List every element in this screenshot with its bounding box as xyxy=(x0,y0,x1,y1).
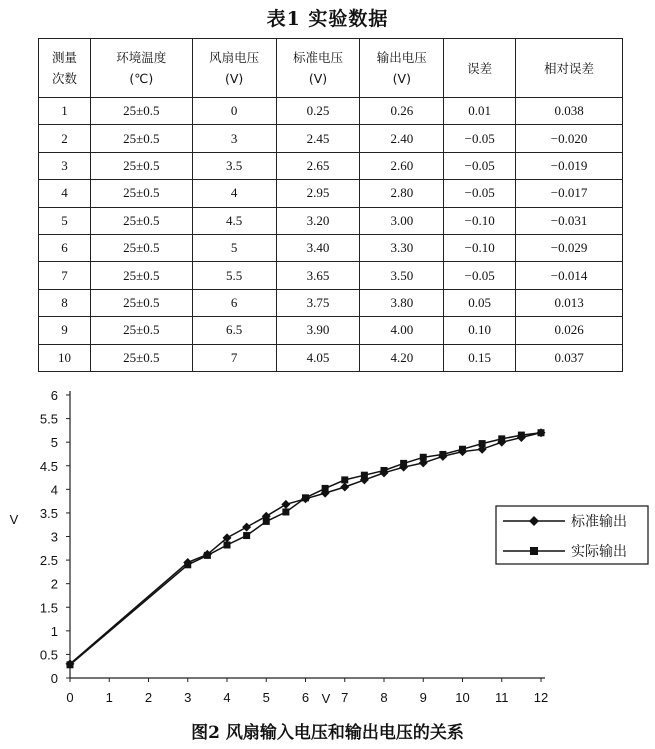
table-cell: 2 xyxy=(39,125,91,152)
x-tick-label: 10 xyxy=(455,690,470,705)
y-tick-label: 4 xyxy=(50,482,58,498)
y-tick-label: 0.5 xyxy=(39,647,58,663)
table-cell: 0.013 xyxy=(516,289,623,316)
table-cell: 0.05 xyxy=(444,289,516,316)
x-tick-label: 5 xyxy=(262,690,270,705)
x-tick-label: 9 xyxy=(419,690,427,705)
table-cell: −0.10 xyxy=(444,234,516,261)
square-point xyxy=(322,485,329,492)
header-text: 相对误差 xyxy=(544,60,595,76)
table-cell: −0.05 xyxy=(444,152,516,179)
header-cell xyxy=(444,39,516,98)
table-cell: 2.80 xyxy=(360,180,444,207)
header-text: (℃) xyxy=(129,71,154,86)
y-tick-label: 4.5 xyxy=(39,458,58,474)
square-point xyxy=(538,429,545,436)
table-cell: 4 xyxy=(192,180,276,207)
y-tick-label: 3.5 xyxy=(39,505,58,521)
table-cell: 6 xyxy=(39,234,91,261)
table-row xyxy=(39,317,623,344)
header-text: 风扇电压 xyxy=(209,50,260,65)
header-text: (V) xyxy=(392,71,411,86)
table-cell: 3.75 xyxy=(276,289,360,316)
table-cell: 3.00 xyxy=(360,207,444,234)
y-tick-label: 6 xyxy=(50,388,58,403)
table-cell: 0 xyxy=(192,98,276,125)
table-cell: 0.038 xyxy=(516,98,623,125)
table-cell: 3.50 xyxy=(360,262,444,289)
table-cell: −0.05 xyxy=(444,262,516,289)
table-cell: 0.10 xyxy=(444,317,516,344)
table-cell: 3 xyxy=(192,125,276,152)
square-point xyxy=(204,552,211,559)
header-text: (V) xyxy=(308,71,328,86)
table-row xyxy=(39,180,623,207)
header-cell xyxy=(516,39,623,98)
table-body xyxy=(39,98,623,372)
table-cell: 25±0.5 xyxy=(90,125,192,152)
diamond-point xyxy=(242,523,251,532)
y-axis-label: V xyxy=(9,512,19,527)
x-tick-label: 6 xyxy=(301,690,310,705)
square-point xyxy=(282,508,289,515)
table-cell: −0.014 xyxy=(516,262,623,289)
table-cell: 2.60 xyxy=(360,152,444,179)
table-cell: 25±0.5 xyxy=(90,317,192,344)
series-line xyxy=(70,433,541,664)
table-cell: 3.5 xyxy=(192,152,276,179)
table-cell: 25±0.5 xyxy=(90,207,192,234)
table-cell: 6 xyxy=(192,289,276,316)
table-cell: 2.65 xyxy=(276,152,360,179)
square-point xyxy=(420,454,427,461)
square-point xyxy=(479,440,486,447)
series-layer xyxy=(66,428,546,668)
table-cell: 25±0.5 xyxy=(90,234,192,261)
table-cell: −0.017 xyxy=(516,180,623,207)
diamond-point xyxy=(281,500,290,509)
header-cell xyxy=(192,39,276,98)
table-cell: 0.15 xyxy=(444,344,516,371)
table-cell: 25±0.5 xyxy=(90,152,192,179)
square-point xyxy=(459,446,466,453)
header-cell xyxy=(360,39,444,98)
table-cell: 3.65 xyxy=(276,262,360,289)
table-cell: 5 xyxy=(39,207,91,234)
y-tick-label: 2 xyxy=(50,576,58,592)
series-line xyxy=(70,433,541,665)
table-cell: 4.05 xyxy=(276,344,360,371)
table-cell: −0.029 xyxy=(516,234,623,261)
table-cell: 3.40 xyxy=(276,234,360,261)
table-cell: 0.26 xyxy=(360,98,444,125)
x-tick-label: 4 xyxy=(223,690,231,705)
y-tick-label: 5 xyxy=(50,435,58,451)
table-title: 表1 实验数据 xyxy=(266,8,389,30)
table-cell: 5.5 xyxy=(192,262,276,289)
table-row xyxy=(39,98,623,125)
table-cell: 25±0.5 xyxy=(90,262,192,289)
table-cell: 7 xyxy=(192,344,276,371)
table-row xyxy=(39,125,623,152)
header-text: 输出电压 xyxy=(376,50,427,65)
x-axis-label: V xyxy=(321,691,331,706)
table-row xyxy=(39,152,623,179)
table-cell: 4.20 xyxy=(360,344,444,371)
header-text: (V) xyxy=(224,71,244,86)
square-point xyxy=(224,541,231,548)
chart-legend xyxy=(496,506,648,564)
x-tick-label: 12 xyxy=(533,690,549,705)
x-tick-label: 2 xyxy=(144,690,153,705)
y-tick-labels xyxy=(40,388,58,686)
chart-axes xyxy=(66,391,545,682)
header-text: 误差 xyxy=(467,60,493,76)
square-point xyxy=(400,460,407,467)
square-point xyxy=(361,472,368,479)
table-cell: 25±0.5 xyxy=(90,98,192,125)
x-tick-label: 0 xyxy=(66,690,74,705)
x-tick-label: 1 xyxy=(105,690,113,705)
table-cell: 8 xyxy=(39,289,91,316)
square-point xyxy=(439,451,446,458)
table-cell: 6.5 xyxy=(192,317,276,344)
table-cell: −0.019 xyxy=(516,152,623,179)
table-cell: 10 xyxy=(39,344,91,371)
table-cell: 2.95 xyxy=(276,180,360,207)
y-tick-label: 3 xyxy=(50,529,58,545)
y-tick-label: 1 xyxy=(50,623,58,639)
table-cell: −0.031 xyxy=(516,207,623,234)
table-cell: 1 xyxy=(39,98,91,125)
line-chart xyxy=(0,378,655,718)
table-cell: 3.30 xyxy=(360,234,444,261)
figure-caption: 图2 风扇输入电压和输出电压的关系 xyxy=(191,723,464,743)
table-cell: 4.5 xyxy=(192,207,276,234)
data-table xyxy=(38,38,623,372)
table-cell: 4 xyxy=(39,180,91,207)
table-cell: 0.25 xyxy=(276,98,360,125)
table-cell: 3.80 xyxy=(360,289,444,316)
legend-label-standard: 标准输出 xyxy=(571,514,627,530)
header-cell xyxy=(276,39,360,98)
x-tick-labels xyxy=(66,690,548,705)
table-cell: 25±0.5 xyxy=(90,180,192,207)
series-actual xyxy=(67,429,545,668)
y-tick-label: 2.5 xyxy=(39,553,58,569)
square-point xyxy=(67,661,74,668)
table-cell: 4.00 xyxy=(360,317,444,344)
table-cell: 2.45 xyxy=(276,125,360,152)
x-tick-label: 3 xyxy=(184,690,192,705)
table-cell: 0.01 xyxy=(444,98,516,125)
x-tick-label: 8 xyxy=(380,690,388,705)
table-row xyxy=(39,234,623,261)
table-cell: −0.020 xyxy=(516,125,623,152)
legend-label-actual: 实际输出 xyxy=(571,544,627,560)
square-point xyxy=(341,476,348,483)
y-tick-label: 0 xyxy=(50,671,58,686)
table-cell: 3.90 xyxy=(276,317,360,344)
table-cell: 3 xyxy=(39,152,91,179)
series-standard xyxy=(66,428,546,668)
square-point xyxy=(302,494,309,501)
x-tick-label: 7 xyxy=(341,690,349,705)
table-cell: 0.026 xyxy=(516,317,623,344)
y-tick-label: 1.5 xyxy=(39,600,58,616)
table-cell: 3.20 xyxy=(276,207,360,234)
table-cell: 5 xyxy=(192,234,276,261)
table-header-row xyxy=(39,39,623,98)
x-tick-label: 11 xyxy=(495,690,509,705)
header-text: 环境温度 xyxy=(116,50,167,65)
square-point xyxy=(184,561,191,568)
legend-square-marker xyxy=(530,547,538,555)
header-cell xyxy=(39,39,91,98)
header-cell xyxy=(90,39,192,98)
table-row xyxy=(39,207,623,234)
table-cell: 2.40 xyxy=(360,125,444,152)
square-point xyxy=(498,435,505,442)
square-point xyxy=(381,467,388,474)
square-point xyxy=(243,532,250,539)
table-cell: 0.037 xyxy=(516,344,623,371)
table-row xyxy=(39,344,623,371)
header-text: 测量 xyxy=(51,50,77,65)
table-cell: −0.10 xyxy=(444,207,516,234)
table-row xyxy=(39,289,623,316)
table-cell: 25±0.5 xyxy=(90,289,192,316)
table-cell: 7 xyxy=(39,262,91,289)
table-cell: 25±0.5 xyxy=(90,344,192,371)
header-text: 标准电压 xyxy=(292,50,343,65)
square-point xyxy=(263,518,270,525)
square-point xyxy=(518,432,525,439)
header-text: 次数 xyxy=(51,71,77,86)
table-cell: −0.05 xyxy=(444,125,516,152)
diamond-point xyxy=(340,482,349,491)
y-tick-label: 5.5 xyxy=(39,411,58,427)
table-cell: −0.05 xyxy=(444,180,516,207)
table-cell: 9 xyxy=(39,317,91,344)
table-row xyxy=(39,262,623,289)
